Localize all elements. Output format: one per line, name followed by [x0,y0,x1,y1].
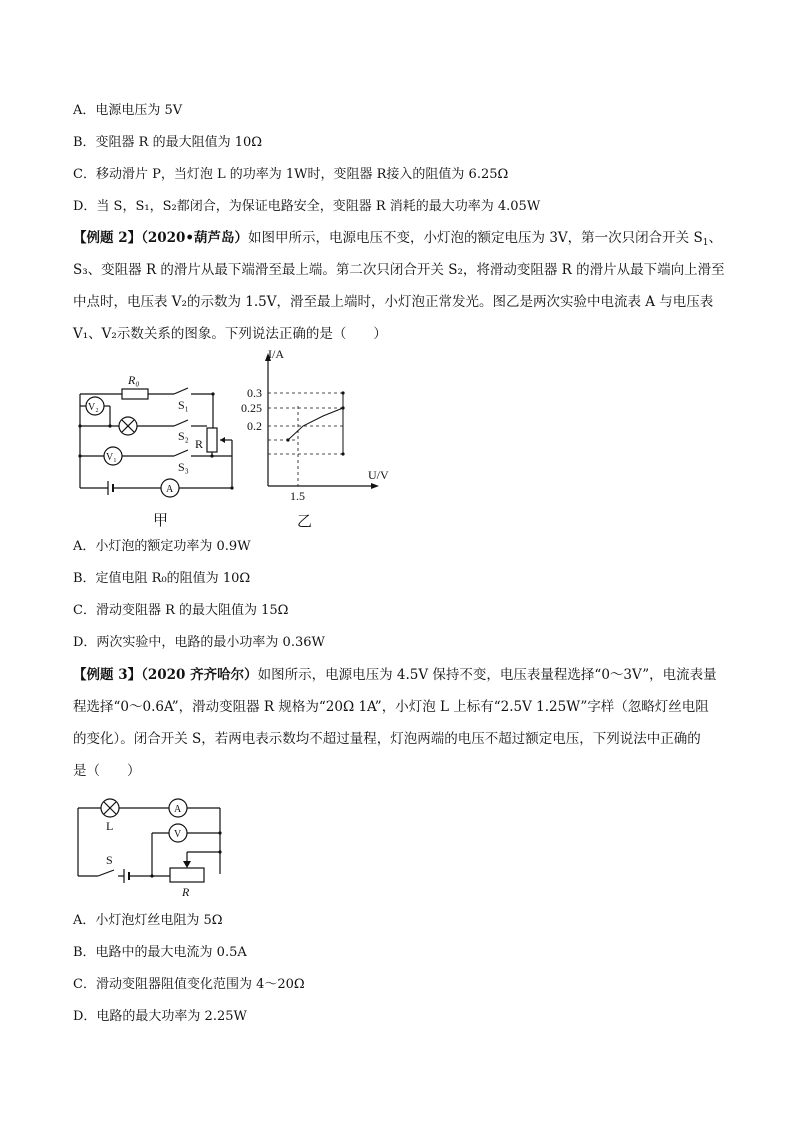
s2-switch [174,420,188,426]
rheostat-r [170,868,204,882]
example3-option-b: B．电路中的最大电流为 0.5A [73,945,247,960]
a-label: A [166,484,174,495]
circuit-diagram-jia [70,368,245,498]
example3-text-1: 如图所示，电源电压为 4.5V 保持不变，电压表量程选择“0～3V”，电流表量 [257,667,717,683]
q1-option-d: D．当 S，S₁，S₂都闭合，为保证电路安全，变阻器 R 消耗的最大功率为 4.05W [73,199,541,214]
v1-label: V₁ [106,452,117,463]
s2-label: S₂ [178,429,189,443]
example3-option-a: A．小灯泡灯丝电阻为 5Ω [73,913,223,928]
r-label: R [195,437,204,451]
example3-option-c: C．滑动变阻器阻值变化范围为 4～20Ω [73,977,305,992]
r0-resistor [122,389,148,399]
example2-option-a: A．小灯泡的额定功率为 0.9W [73,539,251,554]
x-tick-1-5: 1.5 [290,489,305,503]
example3-line4: 是（ ） [73,763,141,779]
v-label: V [174,829,182,840]
a-label: A [174,804,182,815]
example2-line3: 中点时，电压表 V₂的示数为 1.5V，滑至最上端时，小灯泡正常发光。图乙是两次实验中电流表 A 与电压表 [73,294,714,310]
example2-option-b: B．定值电阻 R₀的阻值为 10Ω [73,571,251,586]
q1-option-b: B．变阻器 R 的最大阻值为 10Ω [73,135,263,150]
example3-option-d: D．电路的最大功率为 2.25W [73,1009,247,1024]
l-label: L [106,819,114,833]
s1-switch [174,388,188,394]
example2-option-d: D．两次实验中，电路的最小功率为 0.36W [73,635,325,650]
q1-option-a: A．电源电压为 5V [73,103,183,118]
figure-yi-label: 乙 [297,512,313,530]
s3-switch [174,450,188,456]
s-label: S [106,853,113,867]
example2-text-1: 如图甲所示，电源电压不变，小灯泡的额定电压为 3V，第一次只闭合开关 S [248,230,703,246]
y-tick-0-25: 0.25 [241,401,262,415]
example3-line2: 程选择“0～0.6A”，滑动变阻器 R 规格为“20Ω 1A”，小灯泡 L 上标有“2.5V 1.25W”字样（忽略灯丝电阻 [73,699,709,715]
example3-source: （2020 齐齐哈尔） [141,667,258,683]
s1-label: S₁ [178,398,189,412]
r0-label: R₀ [128,373,140,387]
example2-tag: 【例题 2】 [73,230,142,246]
iu-graph [238,346,398,506]
figure-jia-label: 甲 [153,511,169,529]
example3-tag: 【例题 3】 [73,667,142,683]
rheostat [207,428,217,452]
s3-label: S₃ [178,460,189,474]
example2-source: （2020•葫芦岛） [141,230,249,246]
v2-label: V₂ [88,402,99,413]
r-label: R [182,885,190,898]
switch-s [98,870,114,876]
example2-line4: V₁、V₂示数关系的图象。下列说法正确的是（ ） [73,326,387,342]
graph-curve [288,408,343,440]
y-tick-0-2: 0.2 [247,419,262,433]
q1-option-c: C．移动滑片 P，当灯泡 L 的功率为 1W时，变阻器 R接入的阻值为 6.25Ω [73,167,509,182]
x-axis-label: U/V [368,468,389,482]
example3-line3: 的变化）。闭合开关 S，若两电表示数均不超过量程，灯泡两端的电压不超过额定电压，下列说法中正确的 [73,731,701,747]
example2-line1: 【例题 2】（2020•葫芦岛）如图甲所示，电源电压不变，小灯泡的额定电压为 3V，第一次只闭合开关 $S_1$、 [73,230,722,248]
example2-option-c: C．滑动变阻器 R 的最大阻值为 15Ω [73,603,289,618]
y-axis-label: I/A [268,347,284,361]
example3-line1 [73,667,717,683]
example2-line2: S₃、变阻器 R 的滑片从最下端滑至最上端。第二次只闭合开关 S₂，将滑动变阻器 R 的滑片从最下端向上滑至 [73,262,725,278]
circuit-diagram-2 [70,788,235,898]
y-tick-0-3: 0.3 [247,386,262,400]
